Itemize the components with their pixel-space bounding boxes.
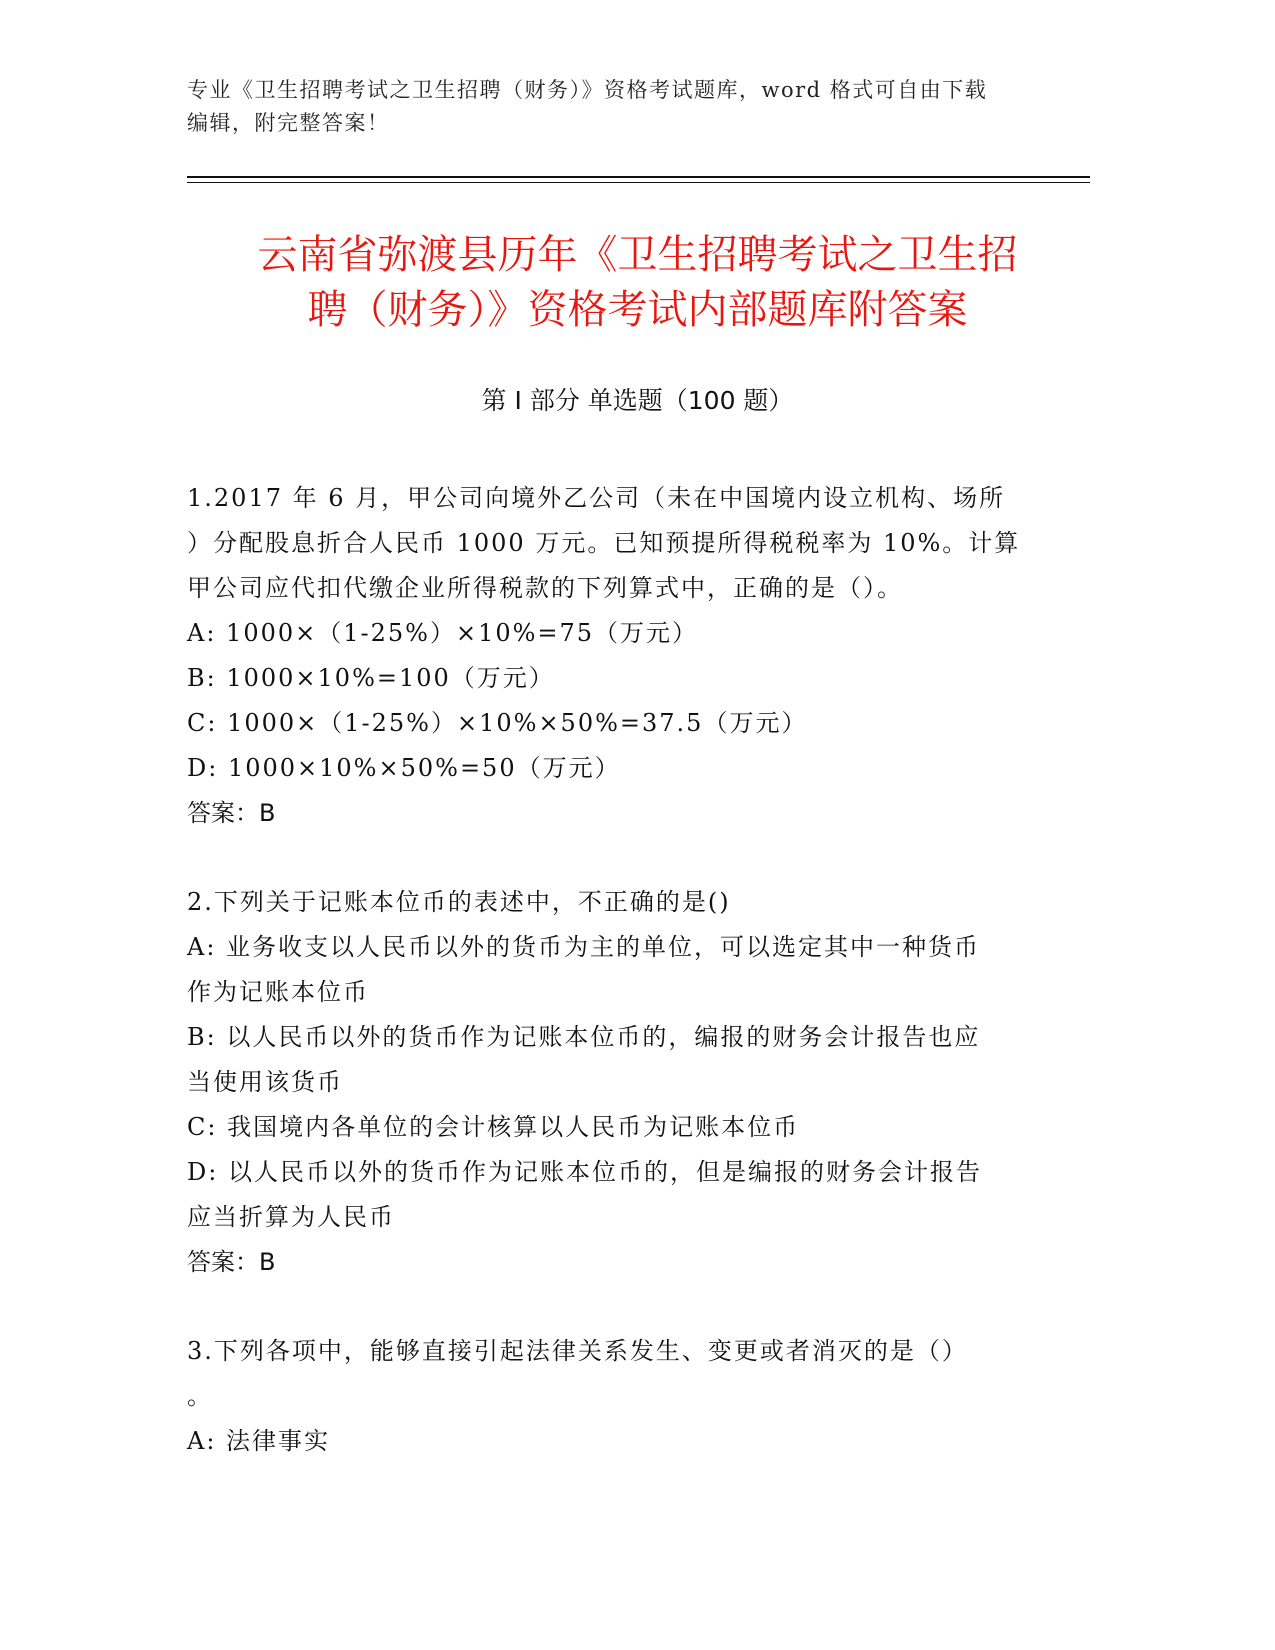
option-d: D: 以人民币以外的货币作为记账本位币的，但是编报的财务会计报告	[187, 1158, 982, 1186]
question-stem-line: 1.2017 年 6 月，甲公司向境外乙公司（未在中国境内设立机构、场所	[187, 484, 1006, 512]
document-title-line-2: 聘（财务）》资格考试内部题库附答案	[307, 287, 968, 333]
option-c: C: 1000×（1-25%）×10%×50%=37.5（万元）	[187, 709, 808, 737]
option-b: B: 1000×10%=100（万元）	[187, 664, 555, 692]
question-stem-line: 甲公司应代扣代缴企业所得税款的下列算式中，正确的是（）。	[187, 574, 903, 602]
option-d: D: 1000×10%×50%=50（万元）	[187, 754, 621, 782]
document-title	[150, 228, 1125, 338]
question-2	[187, 880, 1067, 1285]
option-b: B: 以人民币以外的货币作为记账本位币的，编报的财务会计报告也应	[187, 1023, 981, 1051]
option-a: A: 1000×（1-25%）×10%=75（万元）	[187, 619, 699, 647]
header-note	[187, 74, 1067, 140]
header-note-line-2: 编辑，附完整答案！	[187, 111, 390, 135]
option-a: A: 法律事实	[187, 1427, 331, 1455]
question-stem-line: 3.下列各项中，能够直接引起法律关系发生、变更或者消灭的是（）	[187, 1337, 968, 1365]
option-a-continued: 作为记账本位币	[187, 978, 369, 1006]
header-divider-thin	[187, 182, 1090, 183]
question-stem-line: 2.下列关于记账本位币的表述中，不正确的是()	[187, 888, 731, 916]
header-note-line-1: 专业《卫生招聘考试之卫生招聘（财务）》资格考试题库，word 格式可自由下载	[187, 78, 988, 102]
question-1	[187, 476, 1067, 836]
option-c: C: 我国境内各单位的会计核算以人民币为记账本位币	[187, 1113, 800, 1141]
answer-label: 答案：B	[187, 799, 276, 827]
question-list	[187, 476, 1067, 1508]
section-heading: 第 I 部分 单选题（100 题）	[481, 386, 794, 415]
question-stem-line: ）分配股息折合人民币 1000 万元。已知预提所得税税率为 10%。计算	[187, 529, 1021, 557]
option-a: A: 业务收支以人民币以外的货币为主的单位，可以选定其中一种货币	[187, 933, 981, 961]
option-d-continued: 应当折算为人民币	[187, 1203, 395, 1231]
header-divider-thick	[187, 176, 1090, 178]
question-stem-line: 。	[187, 1382, 213, 1410]
document-title-line-1: 云南省弥渡县历年《卫生招聘考试之卫生招	[257, 232, 1018, 278]
answer-label: 答案：B	[187, 1248, 276, 1276]
option-b-continued: 当使用该货币	[187, 1068, 343, 1096]
question-3	[187, 1329, 1067, 1464]
